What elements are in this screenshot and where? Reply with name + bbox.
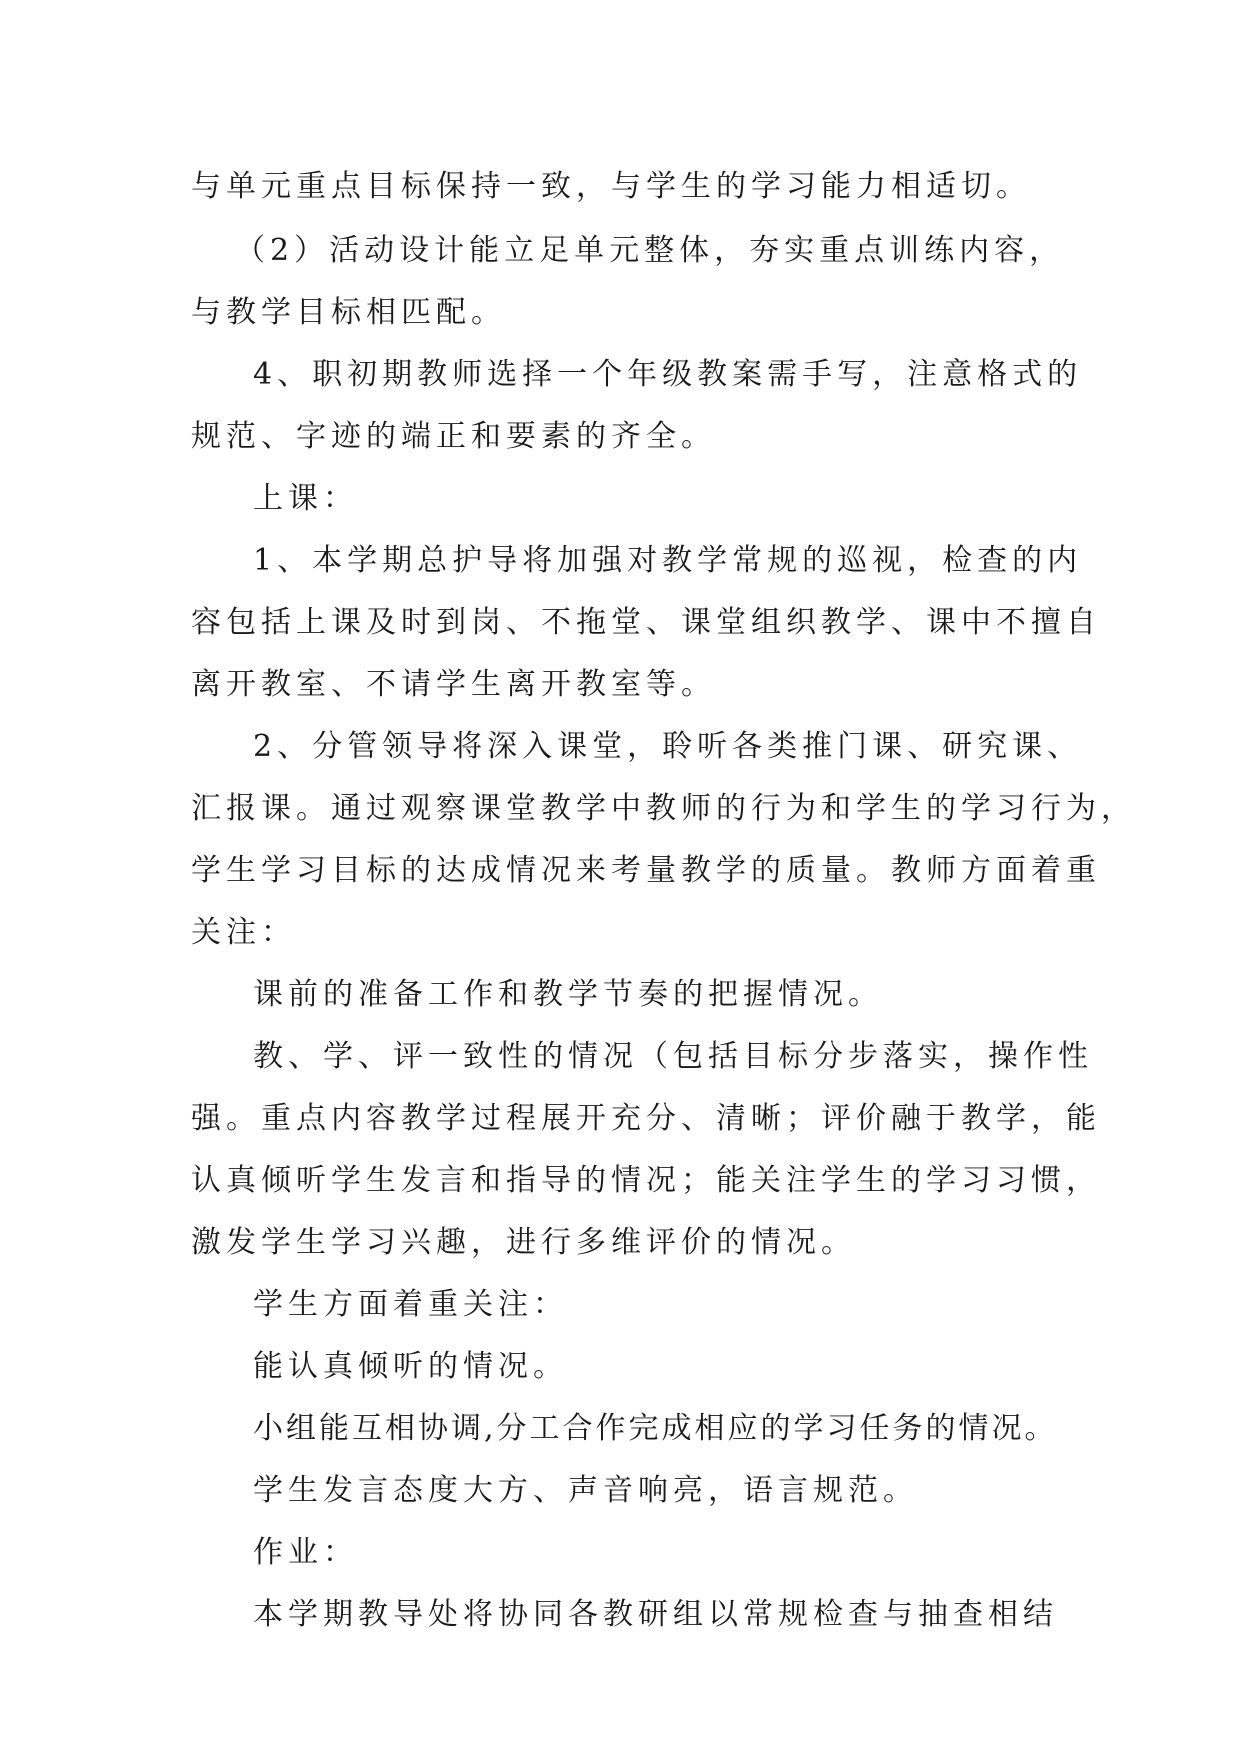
- text-line: 认真倾听学生发言和指导的情况；能关注学生的学习习惯，: [191, 1163, 1101, 1198]
- text-line: 容包括上课及时到岗、不拖堂、课堂组织教学、课中不擅自: [191, 605, 1101, 640]
- text-line: 教、学、评一致性的情况（包括目标分步落实，操作性: [253, 1039, 1093, 1074]
- text-line: （2）活动设计能立足单元整体，夯实重点训练内容，: [235, 233, 1065, 268]
- section-heading: 作业：: [253, 1535, 358, 1570]
- text-line: 学生方面着重关注：: [253, 1287, 568, 1322]
- text-line: 4、职初期教师选择一个年级教案需手写，注意格式的: [253, 357, 1083, 392]
- text-line: 课前的准备工作和教学节奏的把握情况。: [253, 977, 883, 1012]
- text-line: 学生发言态度大方、声音响亮，语言规范。: [253, 1473, 918, 1508]
- text-line: 能认真倾听的情况。: [253, 1349, 568, 1384]
- text-line: 规范、字迹的端正和要素的齐全。: [191, 419, 716, 454]
- text-line: 关注：: [191, 915, 296, 950]
- text-line: 强。重点内容教学过程展开充分、清晰；评价融于教学，能: [191, 1101, 1101, 1136]
- text-line: 本学期教导处将协同各教研组以常规检查与抽查相结: [253, 1597, 1058, 1632]
- text-line: 汇报课。通过观察课堂教学中教师的行为和学生的学习行为，: [191, 791, 1136, 826]
- text-line: 小组能互相协调,分工合作完成相应的学习任务的情况。: [253, 1411, 1058, 1446]
- text-line: 离开教室、不请学生离开教室等。: [191, 667, 716, 702]
- text-line: 1、本学期总护导将加强对教学常规的巡视，检查的内: [253, 543, 1083, 578]
- text-line: 与单元重点目标保持一致，与学生的学习能力相适切。: [191, 169, 1031, 204]
- text-line: 2、分管领导将深入课堂，聆听各类推门课、研究课、: [253, 729, 1083, 764]
- text-line: 与教学目标相匹配。: [191, 295, 506, 330]
- text-line: 激发学生学习兴趣，进行多维评价的情况。: [191, 1225, 856, 1260]
- section-heading: 上课：: [253, 481, 358, 516]
- text-line: 学生学习目标的达成情况来考量教学的质量。教师方面着重: [191, 853, 1101, 888]
